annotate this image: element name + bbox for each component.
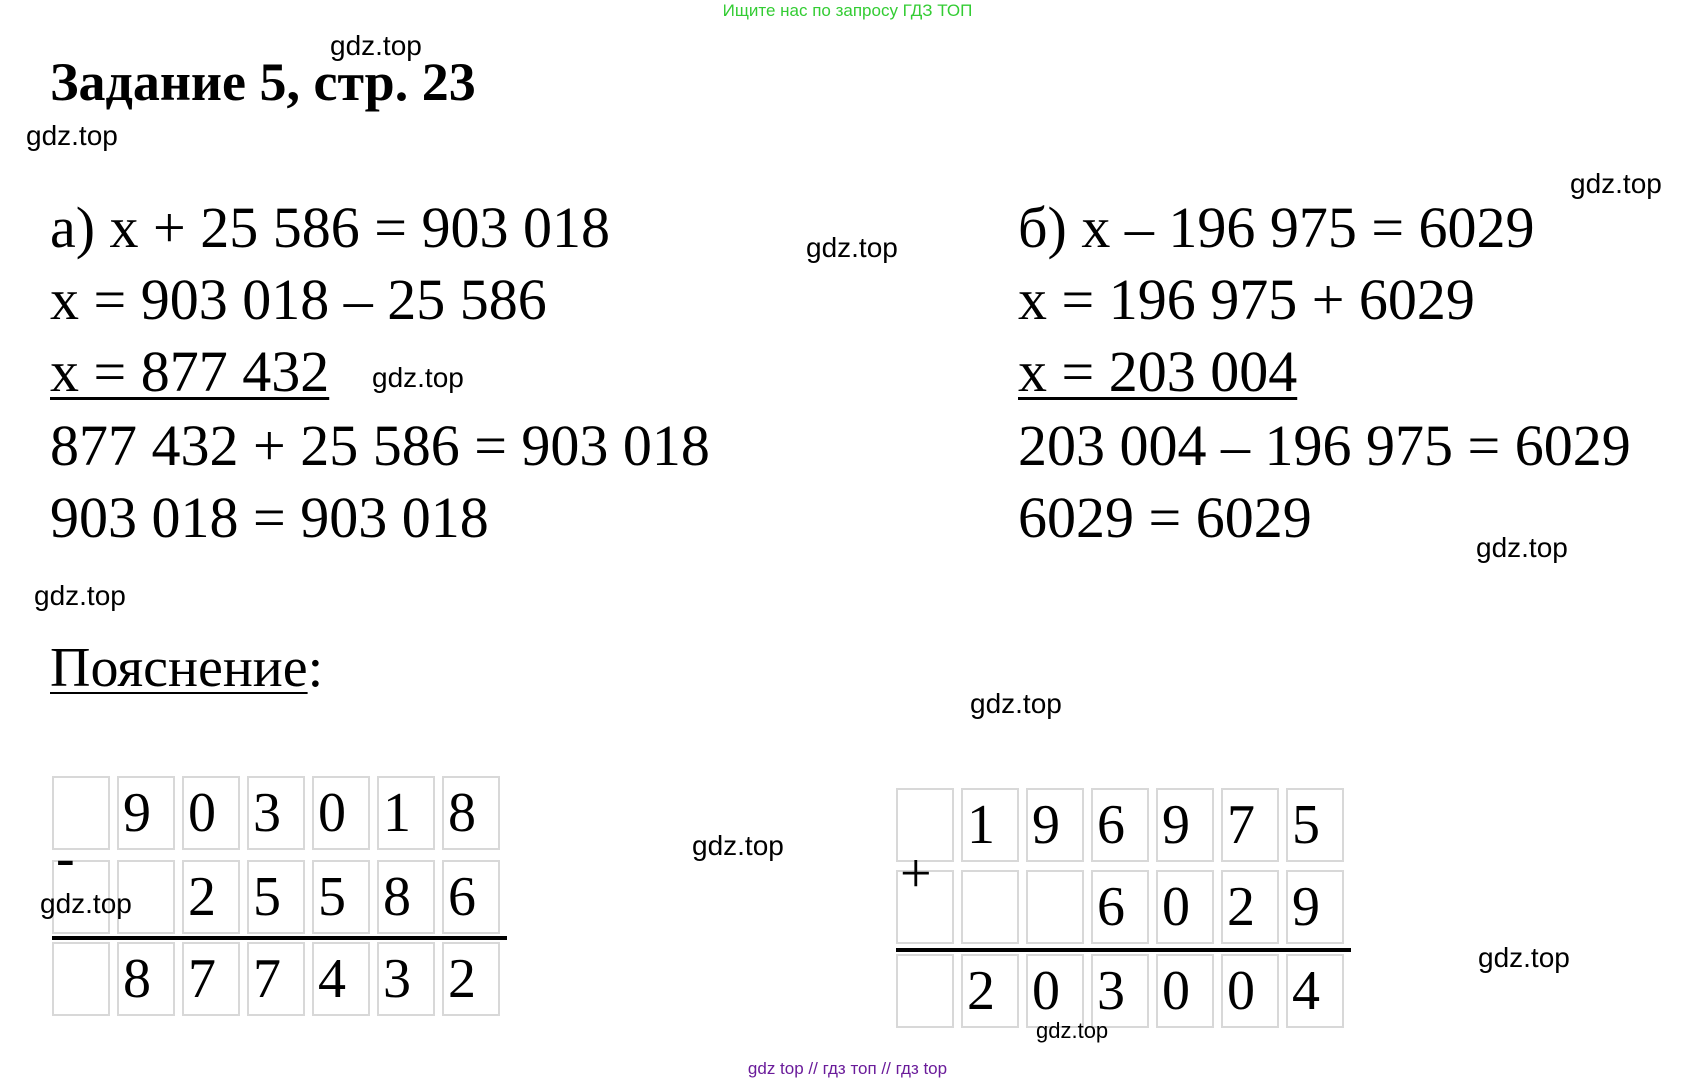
add-cell: 9	[1026, 788, 1084, 862]
watermark: gdz.top	[330, 30, 422, 61]
part-a-line-2: x = 903 018 – 25 586	[50, 267, 547, 332]
explanation-colon: :	[307, 637, 324, 699]
plus-sign: +	[900, 843, 932, 905]
watermark: gdz.top	[40, 888, 132, 919]
part-a-line-1: а) x + 25 586 = 903 018	[50, 195, 610, 260]
watermark: gdz.top	[372, 362, 464, 393]
add-cell: 1	[961, 788, 1019, 862]
sub-cell: 2	[182, 860, 240, 934]
part-b-answer: x = 203 004	[1018, 339, 1298, 404]
add-cell: 5	[1286, 788, 1344, 862]
explanation-label: Пояснение	[50, 637, 308, 699]
part-a-check-1: 877 432 + 25 586 = 903 018	[50, 413, 710, 478]
part-b-line-2: x = 196 975 + 6029	[1018, 267, 1475, 332]
add-cell: 4	[1286, 954, 1344, 1028]
part-b-check-1: 203 004 – 196 975 = 6029	[1018, 413, 1631, 478]
sub-cell: 8	[377, 860, 435, 934]
page-title: Задание 5, стр. 23	[50, 52, 476, 112]
sub-cell: 0	[182, 776, 240, 850]
watermark: gdz.top	[34, 580, 126, 611]
add-cell: 9	[1286, 870, 1344, 944]
watermark: gdz.top	[970, 688, 1062, 719]
watermark: gdz.top	[26, 120, 118, 151]
sub-cell: 8	[442, 776, 500, 850]
add-cell	[896, 954, 954, 1028]
sub-cell	[52, 942, 110, 1016]
part-a-answer: x = 877 432	[50, 339, 330, 404]
sub-cell: 9	[117, 776, 175, 850]
sub-cell: 5	[247, 860, 305, 934]
add-cell: 9	[1156, 788, 1214, 862]
sub-cell: 3	[377, 942, 435, 1016]
add-cell: 0	[1156, 954, 1214, 1028]
add-cell: 2	[1221, 870, 1279, 944]
minus-sign: -	[56, 827, 75, 889]
add-cell: 6	[1091, 870, 1149, 944]
watermark: gdz.top	[1036, 1018, 1109, 1043]
sub-cell: 8	[117, 942, 175, 1016]
watermark: gdz.top	[806, 232, 898, 263]
sub-cell: 7	[247, 942, 305, 1016]
search-banner[interactable]: Ищите нас по запросу ГДЗ ТОП	[722, 1, 973, 20]
add-cell: 0	[1026, 954, 1084, 1028]
watermark: gdz.top	[1570, 168, 1662, 199]
sub-cell: 4	[312, 942, 370, 1016]
part-a-check-2: 903 018 = 903 018	[50, 485, 489, 550]
watermark: gdz.top	[1476, 532, 1568, 563]
sub-cell: 5	[312, 860, 370, 934]
sub-cell: 2	[442, 942, 500, 1016]
footer-links[interactable]: gdz top // гдз топ // гдз top	[747, 1059, 948, 1078]
add-cell: 0	[1221, 954, 1279, 1028]
add-cell: 6	[1091, 788, 1149, 862]
sub-cell: 3	[247, 776, 305, 850]
add-cell: 7	[1221, 788, 1279, 862]
sub-cell: 0	[312, 776, 370, 850]
subtraction-result-line	[52, 936, 507, 940]
watermark: gdz.top	[1478, 942, 1570, 973]
explanation-heading	[50, 636, 323, 700]
add-cell	[961, 870, 1019, 944]
sub-cell: 1	[377, 776, 435, 850]
watermark: gdz.top	[692, 830, 784, 861]
part-b-check-2: 6029 = 6029	[1018, 485, 1312, 550]
sub-cell: 7	[182, 942, 240, 1016]
add-cell: 3	[1091, 954, 1149, 1028]
sub-cell: 6	[442, 860, 500, 934]
add-cell: 2	[961, 954, 1019, 1028]
part-b-line-1: б) x – 196 975 = 6029	[1018, 195, 1535, 260]
add-cell	[1026, 870, 1084, 944]
add-cell: 0	[1156, 870, 1214, 944]
addition-result-line	[896, 948, 1351, 952]
